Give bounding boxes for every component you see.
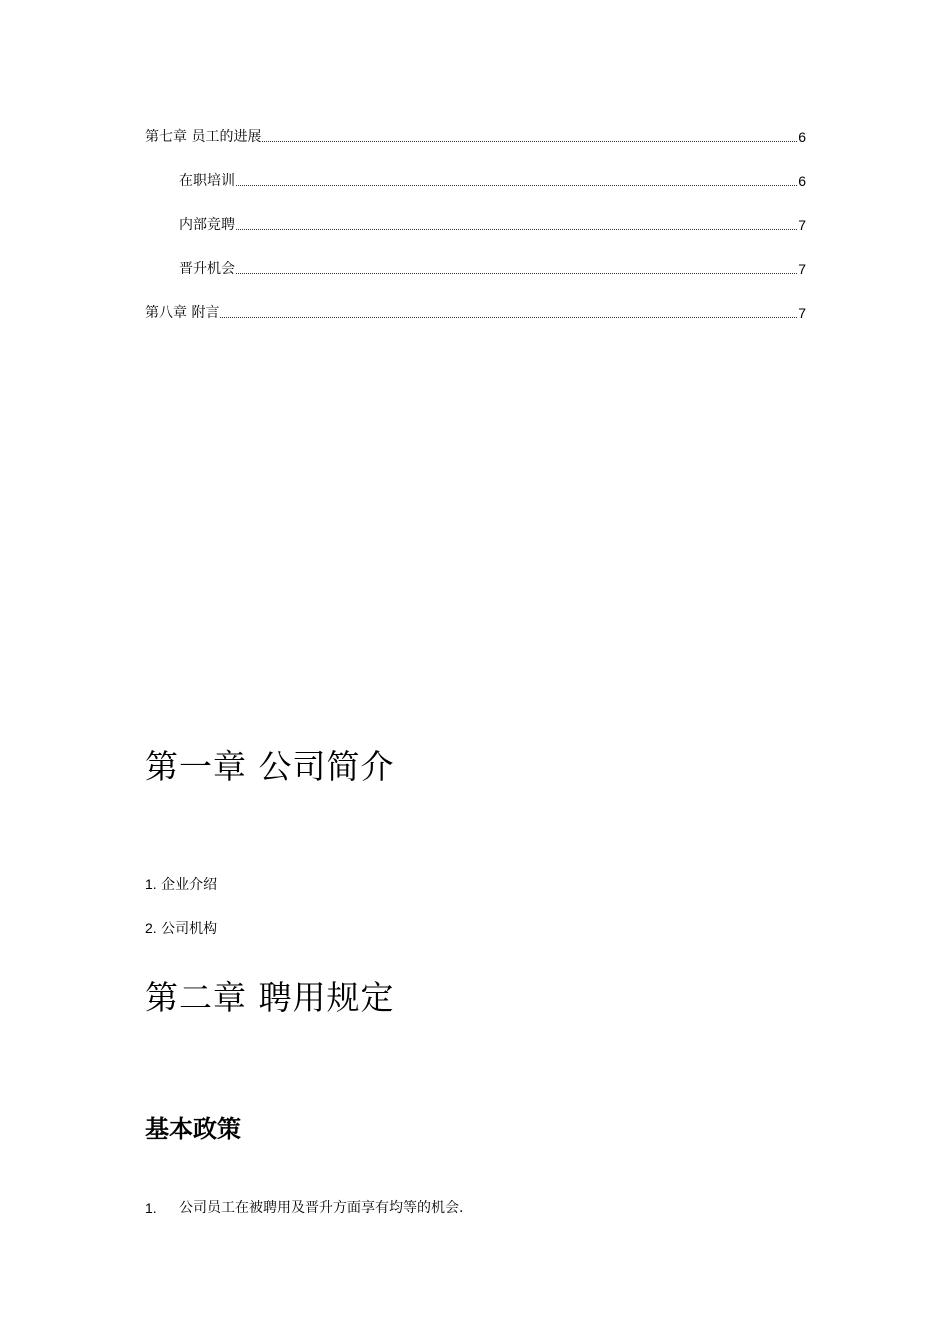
item-text: 企业介绍 [161,877,218,893]
toc-entry-page: 7 [798,217,806,233]
toc-entry[interactable] [179,171,806,191]
section-heading: 基本政策 [145,1115,241,1143]
toc-leader [220,316,797,318]
list-item-text: 公司员工在被聘用及晋升方面享有均等的机会. [179,1200,464,1216]
toc-entry-page: 6 [798,173,806,189]
toc-entry-title: 第七章 员工的进展 [145,129,262,145]
chapter-2-heading: 第二章 聘用规定 [145,978,395,1017]
toc-entry-page: 7 [798,305,806,321]
chapter-1-item [145,918,217,939]
toc-entry-title: 内部竞聘 [179,217,235,233]
toc-entry[interactable] [179,215,806,235]
list-item-number: 1. [145,1200,157,1216]
item-number: 2. [145,920,157,936]
toc-entry[interactable] [179,259,806,279]
toc-entry[interactable] [145,127,806,147]
toc-entry-title: 第八章 附言 [145,305,220,321]
toc-leader [236,228,797,230]
item-text: 公司机构 [161,921,218,937]
toc-entry-page: 6 [798,129,806,145]
toc-entry-page: 7 [798,261,806,277]
chapter-1-item [145,874,217,895]
toc-entry[interactable] [145,303,806,323]
toc-leader [262,140,797,142]
toc-leader [236,272,797,274]
toc-entry-title: 晋升机会 [179,261,235,277]
chapter-1-heading: 第一章 公司简介 [145,747,395,786]
item-number: 1. [145,876,157,892]
toc-entry-title: 在职培训 [179,173,235,189]
toc-leader [236,184,797,186]
